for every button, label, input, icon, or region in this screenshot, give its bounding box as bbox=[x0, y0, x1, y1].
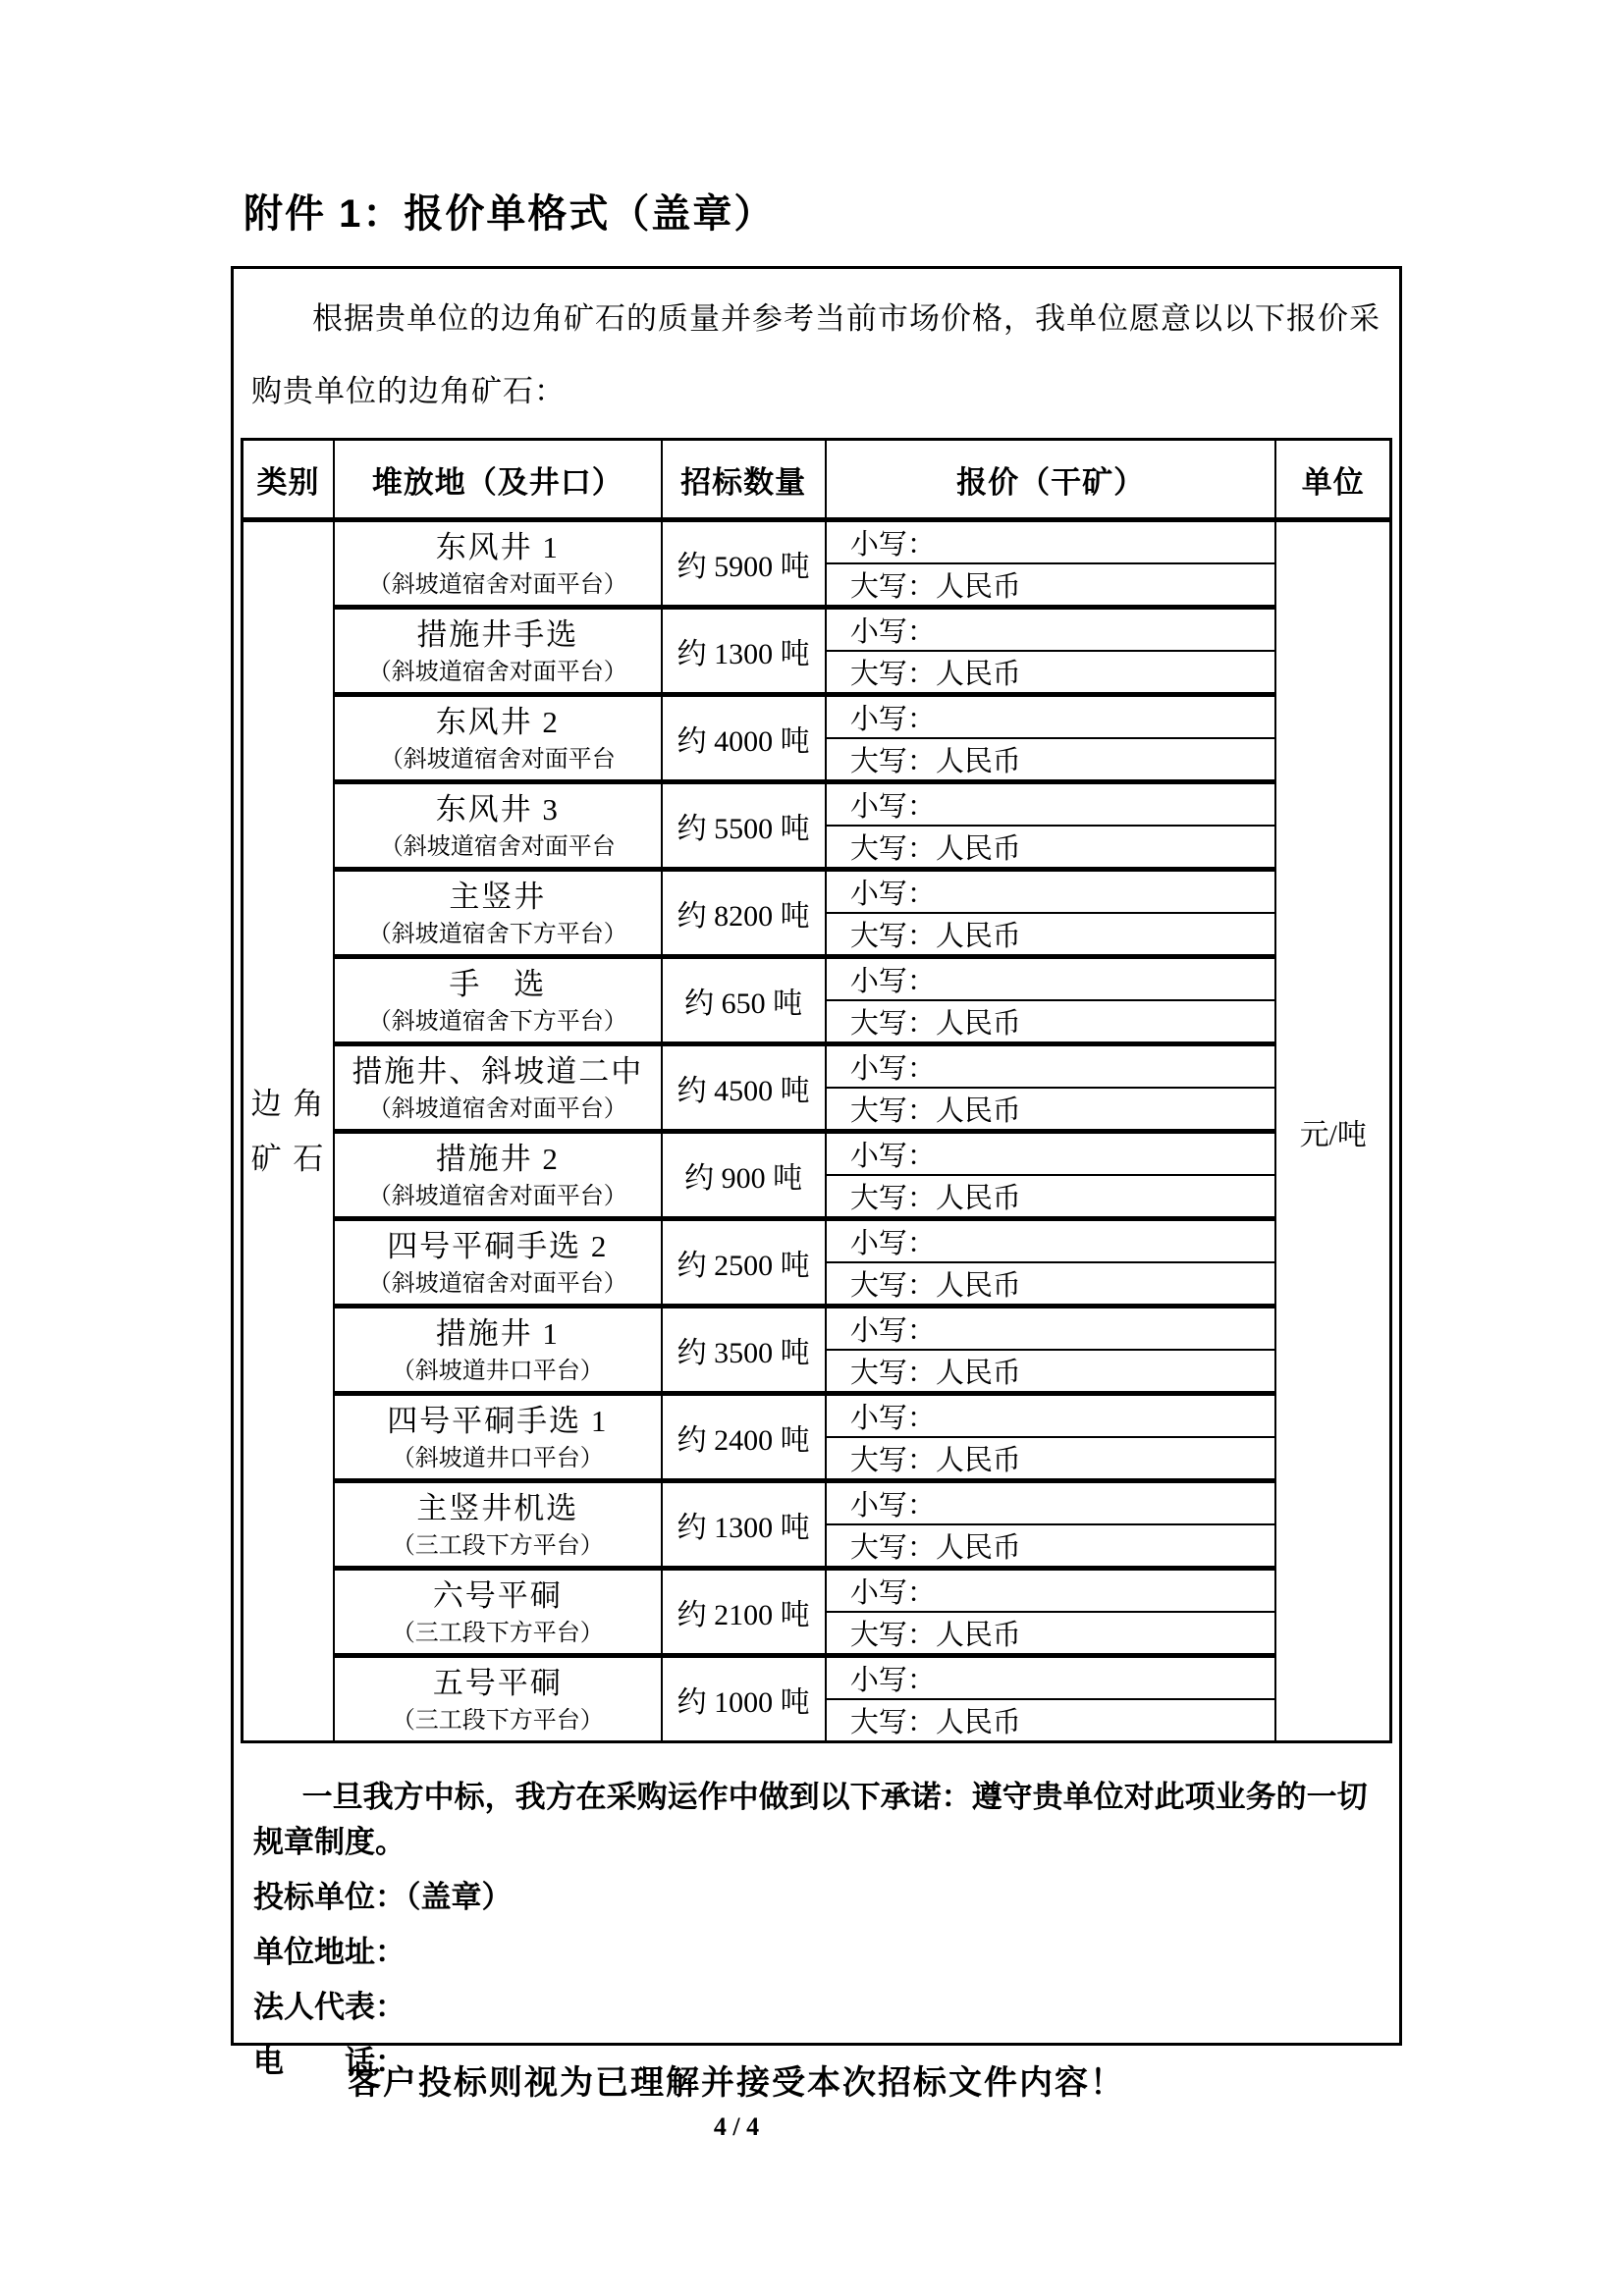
category-label-line: 矿 石 bbox=[250, 1141, 326, 1176]
quote-upper-cell: 大写：人民币 bbox=[826, 1437, 1276, 1481]
location-name: 东风井 2 bbox=[435, 705, 560, 739]
table-header bbox=[243, 440, 1391, 520]
location-cell bbox=[334, 957, 661, 1044]
table-row bbox=[243, 1394, 1391, 1438]
location-site: （斜坡道宿舍对面平台 bbox=[379, 834, 616, 860]
quantity-cell: 约 5500 吨 bbox=[662, 782, 826, 870]
location-site: （斜坡道宿舍对面平台） bbox=[367, 1184, 627, 1209]
location-site: （斜坡道宿舍对面平台 bbox=[379, 747, 616, 773]
location-site: （斜坡道宿舍对面平台） bbox=[367, 1271, 627, 1297]
header-row bbox=[243, 440, 1391, 520]
location-cell bbox=[334, 1044, 661, 1132]
location-name: 四号平硐手选 2 bbox=[387, 1229, 609, 1263]
location-site: （斜坡道宿舍下方平台） bbox=[367, 1009, 627, 1035]
quote-upper-cell: 大写：人民币 bbox=[826, 1000, 1276, 1044]
quote-upper-cell: 大写：人民币 bbox=[826, 651, 1276, 695]
location-cell bbox=[334, 1481, 661, 1569]
location-name: 措施井 1 bbox=[435, 1316, 560, 1351]
quote-lower-cell: 小写： bbox=[826, 870, 1276, 914]
commitment-block bbox=[253, 1775, 1378, 2085]
location-site: （斜坡道宿舍对面平台） bbox=[367, 660, 627, 685]
location-cell bbox=[334, 520, 661, 608]
quote-lower-cell: 小写： bbox=[826, 957, 1276, 1001]
table-row bbox=[243, 1044, 1391, 1089]
quantity-cell: 约 4000 吨 bbox=[662, 695, 826, 782]
header-location: 堆放地（及井口） bbox=[334, 440, 661, 520]
quantity-cell: 约 650 吨 bbox=[662, 957, 826, 1044]
quantity-cell: 约 2100 吨 bbox=[662, 1569, 826, 1656]
quote-upper-cell: 大写：人民币 bbox=[826, 1524, 1276, 1569]
unit-cell: 元/吨 bbox=[1275, 520, 1390, 1742]
quote-lower-cell: 小写： bbox=[826, 695, 1276, 739]
header-quantity: 招标数量 bbox=[662, 440, 826, 520]
page-title: 附件 1：报价单格式（盖章） bbox=[244, 192, 776, 236]
quote-lower-cell: 小写： bbox=[826, 1569, 1276, 1613]
table-row bbox=[243, 1219, 1391, 1263]
location-name: 措施井、斜坡道二中 bbox=[352, 1054, 644, 1089]
table-row bbox=[243, 608, 1391, 652]
table-row bbox=[243, 957, 1391, 1001]
location-name: 措施井手选 bbox=[416, 617, 579, 652]
table-row bbox=[243, 782, 1391, 827]
quote-lower-cell: 小写： bbox=[826, 1132, 1276, 1176]
quantity-cell: 约 900 吨 bbox=[662, 1132, 826, 1219]
quote-upper-cell: 大写：人民币 bbox=[826, 1350, 1276, 1394]
quote-lower-cell: 小写： bbox=[826, 1044, 1276, 1089]
location-cell bbox=[334, 870, 661, 957]
location-name: 东风井 3 bbox=[435, 792, 560, 827]
table-row bbox=[243, 1481, 1391, 1525]
quote-lower-cell: 小写： bbox=[826, 608, 1276, 652]
table-row bbox=[243, 1132, 1391, 1176]
location-name: 五号平硐 bbox=[432, 1666, 563, 1700]
quantity-cell: 约 5900 吨 bbox=[662, 520, 826, 608]
quote-lower-cell: 小写： bbox=[826, 520, 1276, 564]
location-site: （三工段下方平台） bbox=[391, 1533, 604, 1559]
quantity-cell: 约 4500 吨 bbox=[662, 1044, 826, 1132]
location-name: 手 选 bbox=[449, 967, 547, 1001]
quantity-cell: 约 2400 吨 bbox=[662, 1394, 826, 1481]
location-cell bbox=[334, 608, 661, 695]
header-unit: 单位 bbox=[1275, 440, 1390, 520]
page-number: 4 / 4 bbox=[713, 2112, 760, 2141]
quantity-cell: 约 1000 吨 bbox=[662, 1656, 826, 1742]
quote-upper-cell: 大写：人民币 bbox=[826, 738, 1276, 782]
header-quote: 报价（干矿） bbox=[826, 440, 1276, 520]
quotation-box bbox=[231, 266, 1402, 2079]
location-site: （斜坡道宿舍对面平台） bbox=[367, 1096, 627, 1122]
quote-upper-cell: 大写：人民币 bbox=[826, 1175, 1276, 1219]
location-name: 主竖井机选 bbox=[416, 1491, 579, 1525]
quote-upper-cell: 大写：人民币 bbox=[826, 826, 1276, 870]
location-cell bbox=[334, 782, 661, 870]
commitment-field: 电 话： bbox=[253, 2045, 406, 2079]
location-site: （三工段下方平台） bbox=[391, 1621, 604, 1646]
commitment-text: 一旦我方中标，我方在采购运作中做到以下承诺：遵守贵单位对此项业务的一切规章制度。 bbox=[253, 1780, 1368, 1859]
quote-lower-cell: 小写： bbox=[826, 782, 1276, 827]
quote-upper-cell: 大写：人民币 bbox=[826, 563, 1276, 608]
quotation-table bbox=[241, 438, 1392, 1743]
quote-lower-cell: 小写： bbox=[826, 1481, 1276, 1525]
commitment-fields bbox=[253, 1875, 1378, 2085]
location-site: （斜坡道井口平台） bbox=[391, 1359, 604, 1384]
quantity-cell: 约 1300 吨 bbox=[662, 1481, 826, 1569]
location-name: 主竖井 bbox=[449, 880, 547, 914]
location-name: 六号平硐 bbox=[432, 1578, 563, 1613]
quantity-cell: 约 8200 吨 bbox=[662, 870, 826, 957]
quote-lower-cell: 小写： bbox=[826, 1307, 1276, 1351]
quote-upper-cell: 大写：人民币 bbox=[826, 1262, 1276, 1307]
table-row bbox=[243, 695, 1391, 739]
location-cell bbox=[334, 1219, 661, 1307]
location-cell bbox=[334, 1394, 661, 1481]
table-row bbox=[243, 1569, 1391, 1613]
quantity-cell: 约 1300 吨 bbox=[662, 608, 826, 695]
location-name: 东风井 1 bbox=[435, 530, 560, 564]
location-name: 措施井 2 bbox=[435, 1142, 560, 1176]
location-site: （斜坡道井口平台） bbox=[391, 1446, 604, 1471]
table-row bbox=[243, 870, 1391, 914]
quote-upper-cell: 大写：人民币 bbox=[826, 1699, 1276, 1742]
location-site: （斜坡道宿舍下方平台） bbox=[367, 922, 627, 947]
location-cell bbox=[334, 695, 661, 782]
category-cell bbox=[243, 520, 335, 1742]
quote-upper-cell: 大写：人民币 bbox=[826, 1612, 1276, 1656]
location-cell bbox=[334, 1656, 661, 1742]
category-label-line: 边 角 bbox=[250, 1086, 326, 1121]
quote-lower-cell: 小写： bbox=[826, 1219, 1276, 1263]
location-cell bbox=[334, 1132, 661, 1219]
commitment-field: 单位地址： bbox=[253, 1935, 406, 1969]
table-row bbox=[243, 520, 1391, 564]
table-body bbox=[243, 520, 1391, 1742]
footer-note: 客户投标则视为已理解并接受本次招标文件内容！ bbox=[348, 2064, 1125, 2102]
location-site: （三工段下方平台） bbox=[391, 1708, 604, 1734]
quote-lower-cell: 小写： bbox=[826, 1394, 1276, 1438]
table-row bbox=[243, 1656, 1391, 1700]
commitment-field: 投标单位：（盖章） bbox=[253, 1880, 513, 1914]
location-cell bbox=[334, 1569, 661, 1656]
quantity-cell: 约 2500 吨 bbox=[662, 1219, 826, 1307]
location-site: （斜坡道宿舍对面平台） bbox=[367, 572, 627, 598]
table-row bbox=[243, 1307, 1391, 1351]
quote-upper-cell: 大写：人民币 bbox=[826, 913, 1276, 957]
location-name: 四号平硐手选 1 bbox=[387, 1404, 609, 1438]
quote-upper-cell: 大写：人民币 bbox=[826, 1088, 1276, 1132]
location-cell bbox=[334, 1307, 661, 1394]
header-category: 类别 bbox=[243, 440, 335, 520]
quote-lower-cell: 小写： bbox=[826, 1656, 1276, 1700]
quantity-cell: 约 3500 吨 bbox=[662, 1307, 826, 1394]
commitment-field: 法人代表： bbox=[253, 1990, 406, 2024]
intro-paragraph: 根据贵单位的边角矿石的质量并参考当前市场价格，我单位愿意以以下报价采购贵单位的边角矿石： bbox=[251, 301, 1380, 408]
